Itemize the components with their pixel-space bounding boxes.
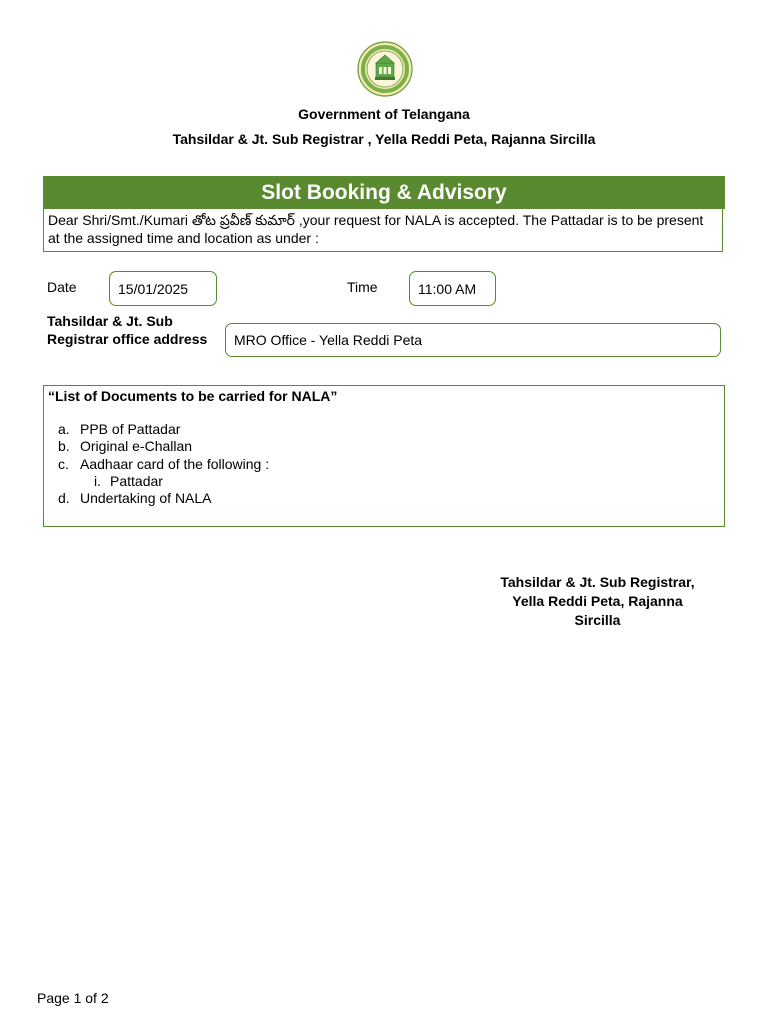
banner-title: Slot Booking & Advisory: [261, 180, 507, 204]
time-label: Time: [347, 279, 378, 295]
office-title: Tahsildar & Jt. Sub Registrar , Yella Reddi Peta, Rajanna Sircilla: [172, 131, 596, 147]
signature-line: Sircilla: [574, 612, 621, 628]
office-address-value: MRO Office - Yella Reddi Peta: [234, 332, 423, 348]
documents-title: “List of Documents to be carried for NALA”: [48, 388, 338, 404]
list-item: c. Aadhaar card of the following :: [58, 455, 270, 472]
date-field: [109, 271, 217, 306]
list-item: b. Original e-Challan: [58, 438, 193, 455]
government-title: Government of Telangana: [298, 106, 470, 122]
documents-list: [58, 421, 269, 507]
documents-box: [43, 385, 725, 527]
list-item: a. PPB of Pattadar: [58, 421, 181, 437]
list-item: d. Undertaking of NALA: [58, 490, 212, 507]
signature-block: [470, 573, 725, 630]
office-address-field: [225, 323, 721, 357]
list-sub-item: i. Pattadar: [94, 472, 163, 489]
page-number: Page 1 of 2: [37, 990, 109, 1006]
acceptance-message: [43, 209, 723, 252]
office-address-label: Tahsildar & Jt. Sub Registrar office address: [47, 313, 208, 347]
signature-line: Tahsildar & Jt. Sub Registrar,: [500, 574, 695, 590]
government-emblem-icon: [357, 41, 413, 97]
date-label: Date: [47, 279, 77, 295]
slot-booking-banner: [43, 176, 725, 209]
date-value: 15/01/2025: [118, 280, 189, 297]
message-text: Dear Shri/Smt./Kumari తోట ప్రవీణ్ కుమార్ ,your request for NALA is accepted. The Pattadar is to be present at the assigned time and location as under :: [48, 212, 704, 246]
time-value: 11:00 AM: [418, 280, 477, 297]
time-field: [409, 271, 496, 306]
signature-line: Yella Reddi Peta, Rajanna: [512, 593, 683, 609]
